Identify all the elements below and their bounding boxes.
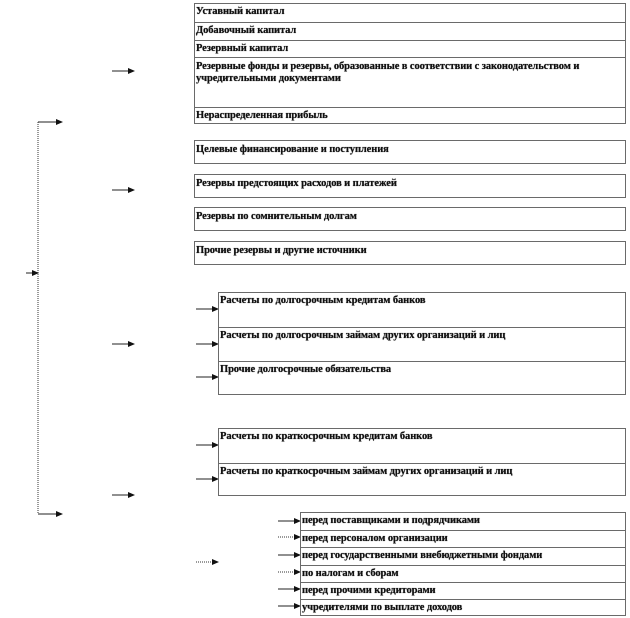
group5-item-label: учредителями по выплате доходов bbox=[302, 602, 463, 613]
group4-row bbox=[219, 429, 625, 463]
group5-row bbox=[301, 565, 625, 582]
group5-row bbox=[301, 513, 625, 530]
group1-item-label: Нераспределенная прибыль bbox=[196, 110, 328, 121]
group2-item-label: Резервы по сомнительным долгам bbox=[196, 211, 357, 222]
group5-item-label: перед поставщиками и подрядчиками bbox=[302, 515, 480, 526]
group2-item-box bbox=[194, 241, 626, 265]
group5-row bbox=[301, 530, 625, 547]
group2-item-label: Резервы предстоящих расходов и платежей bbox=[196, 178, 397, 189]
group1-item-label: Уставный капитал bbox=[196, 6, 285, 17]
group5-item-label: перед государственными внебюджетными фондами bbox=[302, 550, 543, 561]
group3-item-label: Расчеты по долгосрочным кредитам банков bbox=[220, 295, 426, 306]
group5-row bbox=[301, 599, 625, 617]
group2-item-label: Прочие резервы и другие источники bbox=[196, 245, 367, 256]
group1-item-label: Резервные фонды и резервы, образованные в соответствии с законодательством и учредительными документами bbox=[196, 61, 580, 84]
group5-item-label: перед прочими кредиторами bbox=[302, 585, 436, 596]
group4-row bbox=[219, 463, 625, 497]
group2-item-box bbox=[194, 207, 626, 231]
group3-row bbox=[219, 293, 625, 327]
group1-row bbox=[195, 107, 625, 125]
group3-row bbox=[219, 361, 625, 396]
group5-item-label: по налогам и сборам bbox=[302, 568, 399, 579]
group2-item-box bbox=[194, 140, 626, 164]
group5-row bbox=[301, 547, 625, 565]
group3-item-label: Расчеты по долгосрочным займам других организаций и лиц bbox=[220, 330, 506, 341]
group1-item-label: Резервный капитал bbox=[196, 43, 289, 54]
group3-item-label: Прочие долгосрочные обязательства bbox=[220, 364, 392, 375]
group1-box bbox=[194, 3, 626, 124]
group4-item-label: Расчеты по краткосрочным кредитам банков bbox=[220, 431, 433, 442]
group4-item-label: Расчеты по краткосрочным займам других организаций и лиц bbox=[220, 466, 513, 477]
group1-row bbox=[195, 40, 625, 57]
group1-item-label: Добавочный капитал bbox=[196, 25, 297, 36]
group5-row bbox=[301, 582, 625, 599]
group5-box bbox=[300, 512, 626, 616]
group1-row bbox=[195, 4, 625, 22]
group1-row bbox=[195, 22, 625, 40]
group1-row bbox=[195, 57, 625, 107]
group5-item-label: перед персоналом организации bbox=[302, 533, 448, 544]
group2-item-label: Целевые финансирование и поступления bbox=[196, 144, 389, 155]
group3-box bbox=[218, 292, 626, 395]
group4-box bbox=[218, 428, 626, 496]
group3-row bbox=[219, 327, 625, 361]
group2-item-box bbox=[194, 174, 626, 198]
